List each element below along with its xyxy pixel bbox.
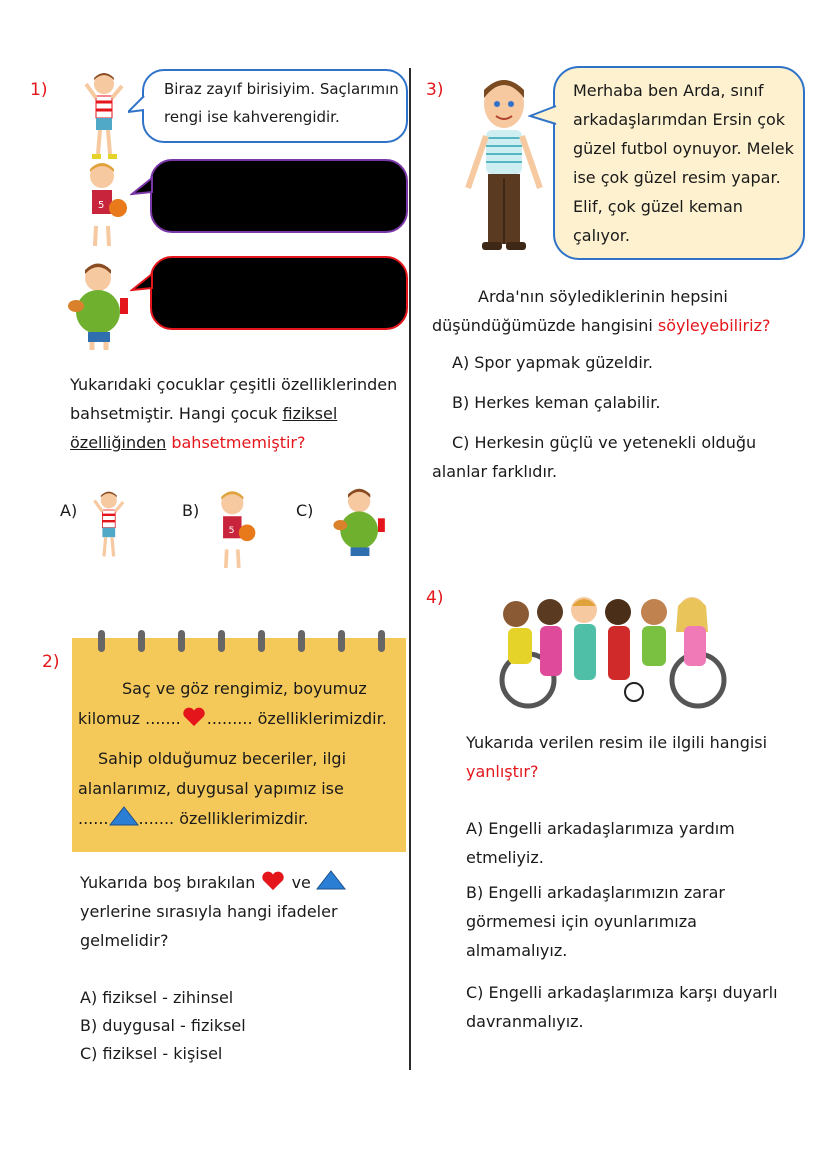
q3-option-b[interactable]: B) Herkes keman çalabilir.	[452, 393, 661, 412]
q2-question-b: ve	[291, 873, 311, 892]
q1-speech-1-text: Biraz zayıf birisiyim. Saçlarımın rengi ise kahverengidir.	[164, 80, 399, 126]
q1-option-c-label[interactable]: C)	[296, 501, 314, 520]
q2-pad-line5	[78, 804, 308, 833]
bubble-tail	[128, 96, 146, 118]
q4-question	[466, 728, 796, 786]
q2-option-b[interactable]: B) duygusal - fiziksel	[80, 1016, 246, 1035]
q4-question-red: yanlıştır?	[466, 762, 539, 781]
notepad-ring	[178, 630, 185, 652]
q2-pad-line5a: ......	[78, 809, 109, 828]
q2-question-c: yerlerine sırasıyla hangi ifadeler gelmelidir?	[80, 902, 338, 950]
q4-option-c[interactable]: C) Engelli arkadaşlarımıza karşı duyarlı davranmalıyız.	[466, 983, 778, 1031]
heart-icon	[260, 871, 286, 891]
q1-speech-bubble-1	[142, 69, 408, 143]
heart-icon	[181, 707, 207, 727]
q4-number: 4)	[426, 588, 444, 608]
bubble-tail	[130, 176, 154, 198]
q4-option-a[interactable]: A) Engelli arkadaşlarımıza yardım etmeliyiz.	[466, 819, 735, 867]
triangle-icon	[316, 870, 346, 890]
q1-speech-bubble-3	[150, 256, 408, 330]
q2-pad-line1: Saç ve göz rengimiz, boyumuz	[122, 679, 367, 698]
q2-notepad	[72, 638, 406, 852]
q1-option-c-image	[330, 486, 390, 566]
q1-option-b-image	[212, 488, 260, 574]
notepad-ring	[378, 630, 385, 652]
q1-speech-bubble-2	[150, 159, 408, 233]
q2-option-c[interactable]: C) fiziksel - kişisel	[80, 1044, 223, 1063]
q1-question-text: Yukarıdaki çocuklar çeşitli özelliklerinden bahsetmiştir. Hangi çocuk	[70, 375, 398, 423]
q3-question-text: Arda'nın söylediklerinin hepsini düşündüğümüzde hangisini	[432, 287, 728, 335]
q2-question-a: Yukarıda boş bırakılan	[80, 873, 256, 892]
q2-pad-line3: Sahip olduğumuz beceriler, ilgi	[98, 749, 347, 768]
notepad-ring	[258, 630, 265, 652]
q4-question-text: Yukarıda verilen resim ile ilgili hangisi	[466, 733, 768, 752]
q2-option-a[interactable]: A) fiziksel - zihinsel	[80, 988, 234, 1007]
svg-text:5: 5	[98, 200, 105, 211]
q1-question-underline: fiziksel özelliğinden	[70, 404, 338, 452]
q1-number: 1)	[30, 80, 48, 100]
q3-speech-bubble	[553, 66, 805, 260]
q1-question-red: bahsetmemiştir?	[171, 433, 306, 452]
thin-boy-image	[78, 70, 128, 162]
disabled-children-group-image	[488, 592, 752, 710]
q3-question-red: söyleyebiliriz?	[657, 316, 771, 335]
q1-option-a-image	[88, 488, 128, 564]
basketball-boy-image	[80, 160, 132, 252]
column-divider	[409, 68, 411, 1070]
bubble-tail	[130, 272, 154, 294]
q4-option-b[interactable]: B) Engelli arkadaşlarımızın zarar görmemesi için oyunlarımıza almamalıyız.	[466, 883, 725, 960]
q2-pad-line4: alanlarımız, duygusal yapımız ise	[78, 779, 344, 798]
q2-number: 2)	[42, 652, 60, 672]
triangle-icon	[109, 806, 139, 826]
q1-question	[70, 370, 404, 457]
q2-question	[80, 868, 400, 955]
notepad-ring	[338, 630, 345, 652]
notepad-ring	[138, 630, 145, 652]
q2-pad-line2	[78, 704, 387, 733]
q2-pad-line5b: ....... özelliklerimizdir.	[138, 809, 309, 828]
q3-speech-text: Merhaba ben Arda, sınıf arkadaşlarımdan Ersin çok güzel futbol oynuyor. Melek ise çok güzel resim yapar. Elif, çok güzel keman çalıyor.	[573, 81, 794, 245]
notepad-ring	[298, 630, 305, 652]
q3-option-c[interactable]: C) Herkesin güçlü ve yetenekli olduğu alanlar farklıdır.	[432, 433, 757, 481]
q3-question	[432, 282, 782, 340]
bubble-tail	[528, 104, 558, 126]
q2-options	[80, 984, 246, 1068]
q2-pad-line2b: ......... özelliklerimizdir.	[206, 709, 387, 728]
q3-option-a[interactable]: A) Spor yapmak güzeldir.	[452, 353, 653, 372]
q1-option-a-label[interactable]: A)	[60, 501, 78, 520]
notepad-ring	[98, 630, 105, 652]
q3-number: 3)	[426, 80, 444, 100]
q1-option-b-label[interactable]: B)	[182, 501, 200, 520]
notepad-ring	[218, 630, 225, 652]
q2-pad-line2a: kilomuz .......	[78, 709, 181, 728]
svg-text:5: 5	[228, 524, 235, 536]
chubby-boy-image	[64, 262, 134, 352]
